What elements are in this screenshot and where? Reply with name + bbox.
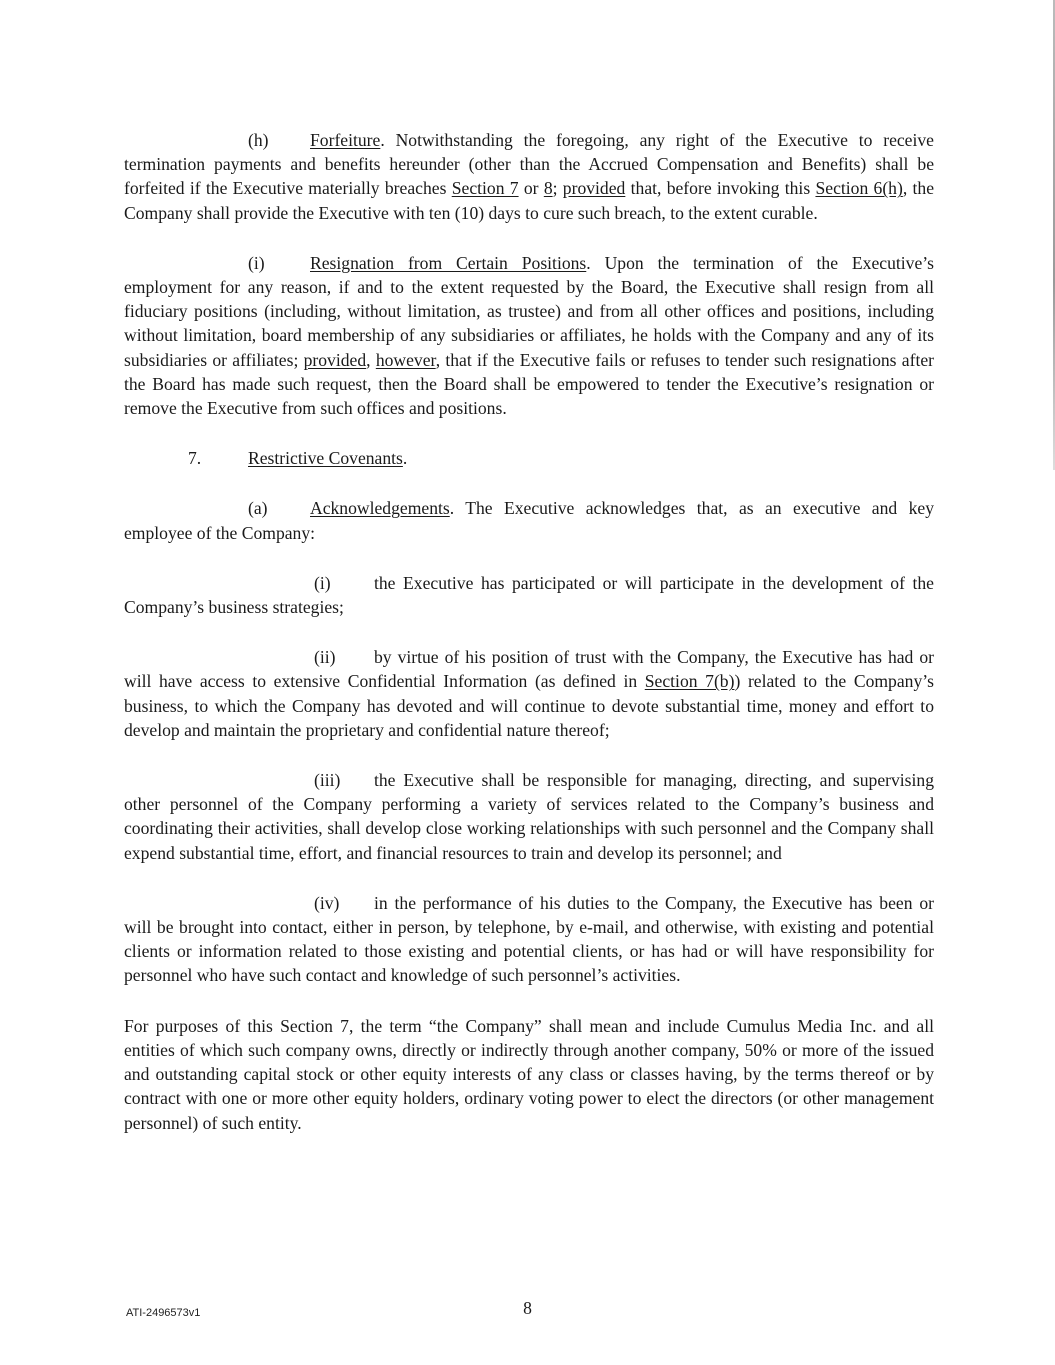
heading-restrictive-covenants: Restrictive Covenants <box>248 448 403 469</box>
clause-label-i: (i) <box>314 572 331 593</box>
paragraph-7a: (a) Acknowledgements. The Executive acknowledges that, as an executive and key employee of the Company: <box>124 498 934 543</box>
term-however: however <box>375 349 436 370</box>
ref-section-8: 8 <box>543 178 553 199</box>
page-number: 8 <box>523 1298 532 1318</box>
paragraph-purposes: For purposes of this Section 7, the term “the Company” shall mean and include Cumulus Media Inc. and all entities of which such company owns, directly or indirectly through another company, 50% or more of the issued and outstanding capital stock or other equity interests of any class or classes having, by the terms thereof or by contract with one or more other equity holders, ordinary voting power to elect the directors (or other management personnel) of such entity. <box>124 1015 934 1133</box>
ref-section-7b: Section 7(b) <box>644 671 735 692</box>
document-id: ATI-2496573v1 <box>126 1307 201 1319</box>
paragraph-label-i: (i) <box>248 252 265 273</box>
paragraph-6h: (h) Forfeiture. Notwithstanding the foregoing, any right of the Executive to receive termination payments and benefits hereunder (other than the Accrued Compensation and Benefits) shall be forfeited if the Executive materially breaches Section 7 or 8; provided that, before invoking this Section 6(h), the Company shall provide the Executive with ten (10) days to cure such breach, to the extent curable. <box>124 130 935 223</box>
heading-resignation: Resignation from Certain Positions <box>310 252 587 273</box>
clause-i: (i) the Executive has participated or will participate in the development of the Company’s business strategies; <box>124 572 934 618</box>
clause-label-iv: (iv) <box>314 892 340 913</box>
heading-forfeiture: Forfeiture <box>310 130 381 150</box>
heading-acknowledgements: Acknowledgements <box>310 498 450 519</box>
clause-label-ii: (ii) <box>314 647 336 668</box>
clause-ii: (ii) by virtue of his position of trust with the Company, the Executive has had or will have access to extensive Confidential Information (as defined in Section 7(b)) related to the Company’s business, to which the Company has devoted and will continue to devote substantial time, money and effort to develop and maintain the proprietary and confidential nature thereof; <box>124 647 934 740</box>
clause-iii: (iii) the Executive shall be responsible for managing, directing, and supervising other personnel of the Company performing a variety of services related to the Company’s business and coordinating their activities, shall develop close working relationships with such personnel and the Company shall expend substantial time, effort, and financial resources to train and develop its personnel; and <box>124 770 934 863</box>
ref-section-7: Section 7 <box>451 178 519 199</box>
paragraph-6i: (i) Resignation from Certain Positions. Upon the termination of the Executive’s employment for any reason, if and to the extent requested by the Board, the Executive shall resign from all fiduciary positions (including, without limitation, as trustee) and from all other offices and positions, including without limitation, board membership of any subsidiaries or affiliates, he holds with the Company and any of its subsidiaries or affiliates; provided, however, that if the Executive fails or refuses to tender such resignations after the Board has made such request, then the Board shall be empowered to tender the Executive’s resignation or remove the Executive from such offices and positions. <box>124 252 935 419</box>
section-number: 7. <box>188 448 202 469</box>
term-provided: provided <box>562 178 626 199</box>
clause-iv: (iv) in the performance of his duties to the Company, the Executive has been or will be brought into contact, either in person, by telephone, by e-mail, and otherwise, with existing and potential clients or information related to those existing and potential clients, or has had or will have responsibility for personnel who have such contact and knowledge of such personnel’s activities. <box>124 892 934 986</box>
clause-label-iii: (iii) <box>314 770 341 791</box>
paragraph-label-h: (h) <box>248 130 269 150</box>
paragraph-label-a: (a) <box>248 498 268 519</box>
term-provided: provided <box>303 349 367 370</box>
section-7-heading: 7. Restrictive Covenants. <box>124 446 934 470</box>
document-body <box>124 128 934 1135</box>
ref-section-6h: Section 6(h) <box>815 178 903 199</box>
